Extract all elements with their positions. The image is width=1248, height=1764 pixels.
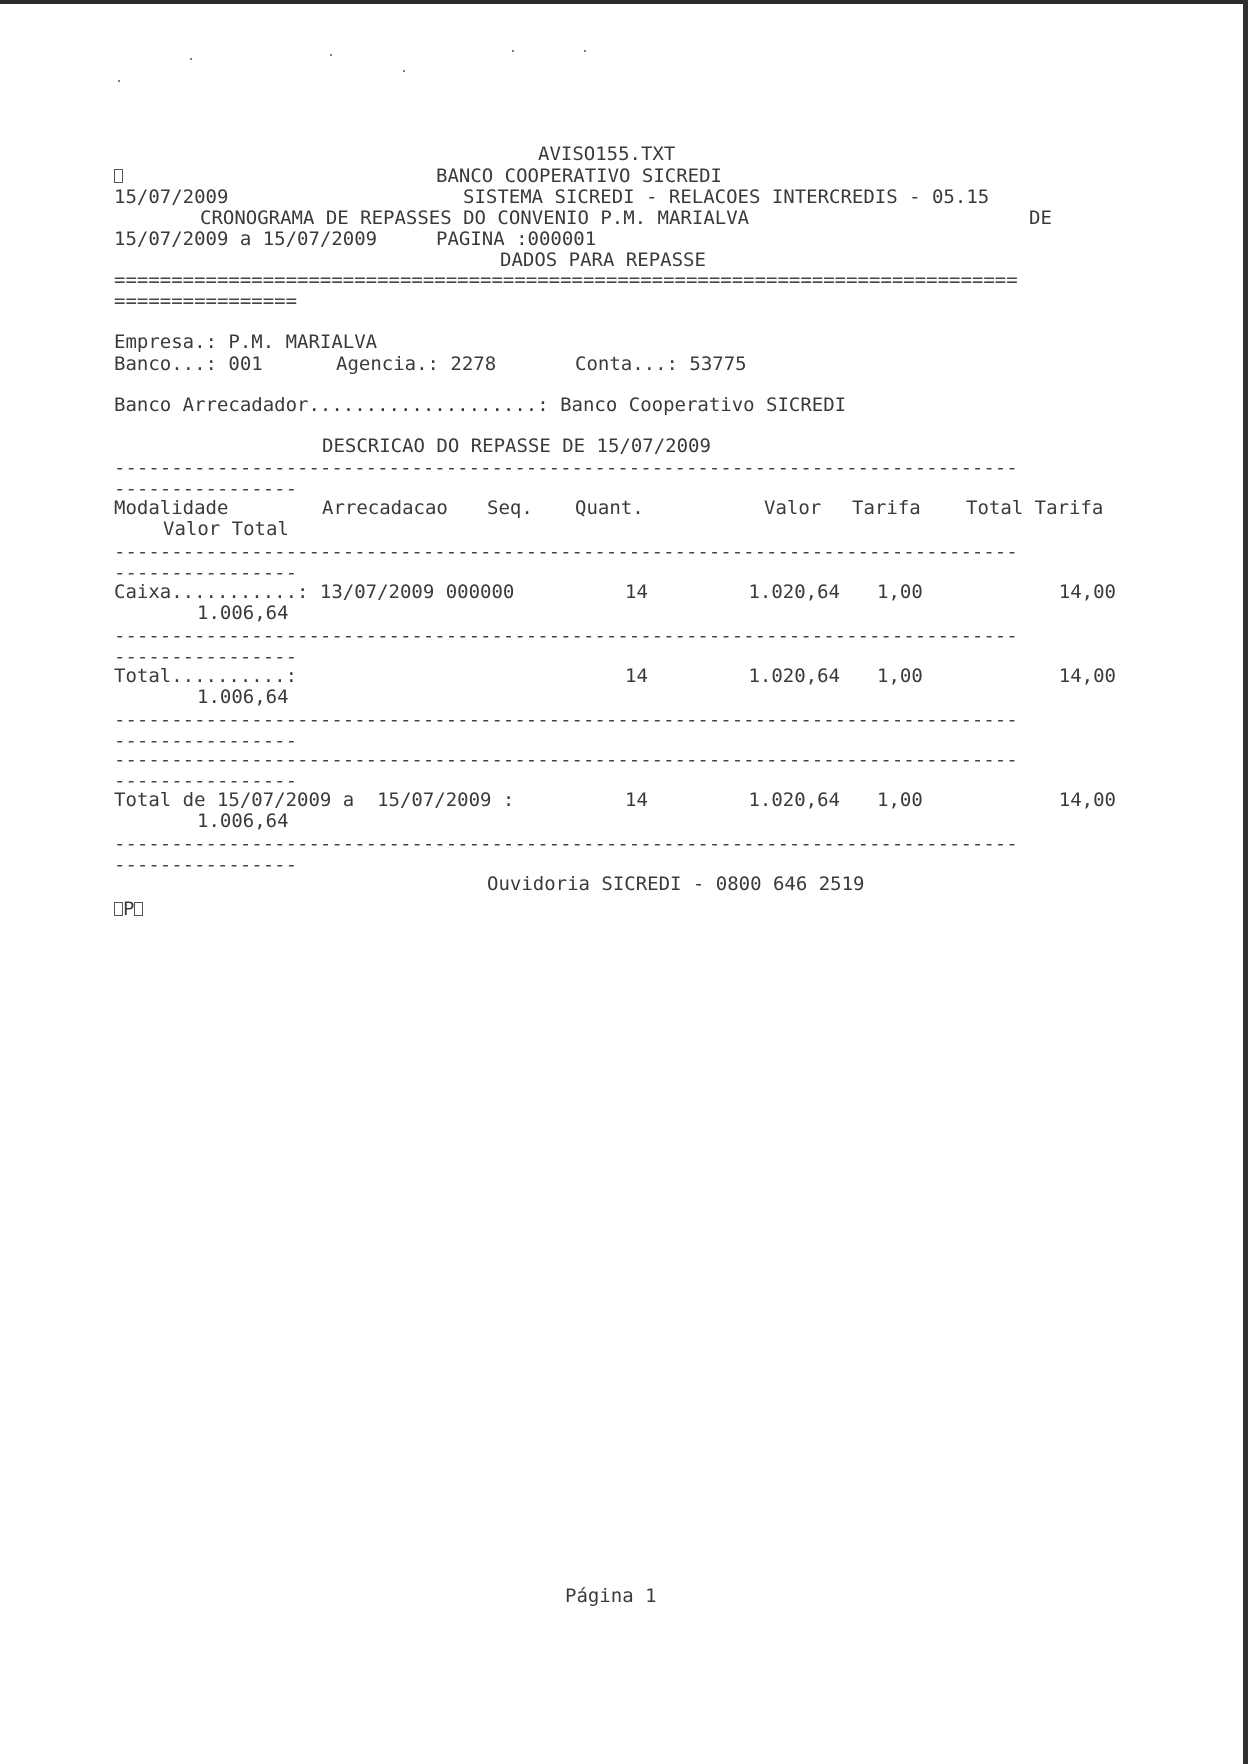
- arrecadador-line: Banco Arrecadador....................: Banco Cooperativo SICREDI: [114, 394, 847, 416]
- file-name: AVISO155.TXT: [538, 143, 676, 165]
- single-rule-short: ----------------: [114, 650, 298, 664]
- row-period-total-valor-total: 1.006,64: [197, 810, 289, 832]
- single-rule: -------------------------------------------------------------------------------: [114, 713, 1018, 727]
- single-rule-short: ----------------: [114, 566, 298, 580]
- row-total-total-tarifa: 14,00: [1058, 665, 1116, 687]
- scan-speck: [512, 50, 514, 52]
- row-caixa-label: Caixa...........: 13/07/2009 000000: [114, 581, 515, 603]
- single-rule: -------------------------------------------------------------------------------: [114, 629, 1018, 643]
- page-label: PAGINA :000001: [436, 228, 597, 250]
- row-caixa-valor-total: 1.006,64: [197, 602, 289, 624]
- scan-speck: [330, 54, 332, 56]
- period-line: 15/07/2009 a 15/07/2009: [114, 228, 378, 250]
- row-total-quant: 14: [625, 665, 648, 687]
- row-period-total-total-tarifa: 14,00: [1058, 789, 1116, 811]
- print-date: 15/07/2009: [114, 186, 229, 208]
- single-rule-short: ----------------: [114, 734, 298, 748]
- scan-speck: [118, 80, 120, 82]
- report-title-suffix: DE: [1029, 207, 1052, 229]
- single-rule-short: ----------------: [114, 482, 298, 496]
- double-rule-short: ================: [114, 294, 298, 308]
- scan-top-edge: [0, 0, 1248, 4]
- conta-line: Conta...: 53775: [575, 353, 747, 375]
- empresa-line: Empresa.: P.M. MARIALVA: [114, 331, 378, 353]
- control-char-icon: [134, 902, 143, 916]
- col-valor: Valor: [764, 497, 822, 519]
- control-char-icon: [114, 166, 123, 187]
- double-rule: ===============================================================================: [114, 273, 1018, 287]
- single-rule: -------------------------------------------------------------------------------: [114, 837, 1018, 851]
- row-caixa-total-tarifa: 14,00: [1058, 581, 1116, 603]
- single-rule: -------------------------------------------------------------------------------: [114, 545, 1018, 559]
- single-rule-short: ----------------: [114, 774, 298, 788]
- row-total-tarifa: 1,00: [877, 665, 923, 687]
- single-rule: -------------------------------------------------------------------------------: [114, 753, 1018, 767]
- single-rule: -------------------------------------------------------------------------------: [114, 461, 1018, 475]
- control-char-icon: [114, 902, 123, 916]
- row-period-total-quant: 14: [625, 789, 648, 811]
- single-rule-short: ----------------: [114, 858, 298, 872]
- system-title: SISTEMA SICREDI - RELACOES INTERCREDIS - 05.15: [463, 186, 990, 208]
- agencia-line: Agencia.: 2278: [336, 353, 497, 375]
- footer-code-letter: P: [123, 898, 135, 920]
- row-total-valor: 1.020,64: [748, 665, 840, 687]
- row-caixa-valor: 1.020,64: [748, 581, 840, 603]
- description-title: DESCRICAO DO REPASSE DE 15/07/2009: [322, 435, 711, 457]
- bank-name: BANCO COOPERATIVO SICREDI: [436, 165, 722, 187]
- scan-speck: [190, 58, 192, 60]
- banco-line: Banco...: 001: [114, 353, 263, 375]
- col-tarifa: Tarifa: [852, 497, 921, 519]
- col-arrecadacao: Arrecadacao: [322, 497, 448, 519]
- col-seq: Seq.: [487, 497, 533, 519]
- row-caixa-tarifa: 1,00: [877, 581, 923, 603]
- scan-speck: [584, 50, 586, 52]
- col-valor-total: Valor Total: [163, 518, 289, 540]
- section-title: DADOS PARA REPASSE: [500, 249, 706, 271]
- row-caixa-quant: 14: [625, 581, 648, 603]
- col-total-tarifa: Total Tarifa: [966, 497, 1104, 519]
- col-modalidade: Modalidade: [114, 497, 229, 519]
- report-title: CRONOGRAMA DE REPASSES DO CONVENIO P.M. MARIALVA: [200, 207, 750, 229]
- row-period-total-label: Total de 15/07/2009 a 15/07/2009 :: [114, 789, 515, 811]
- col-quant: Quant.: [575, 497, 644, 519]
- footer-code: [114, 899, 143, 920]
- row-period-total-valor: 1.020,64: [748, 789, 840, 811]
- row-period-total-tarifa: 1,00: [877, 789, 923, 811]
- scan-speck: [403, 70, 405, 72]
- ouvidoria-line: Ouvidoria SICREDI - 0800 646 2519: [487, 873, 865, 895]
- scan-right-edge: [1243, 0, 1248, 1764]
- row-total-valor-total: 1.006,64: [197, 686, 289, 708]
- page-number: Página 1: [565, 1585, 657, 1607]
- row-total-label: Total..........:: [114, 665, 298, 687]
